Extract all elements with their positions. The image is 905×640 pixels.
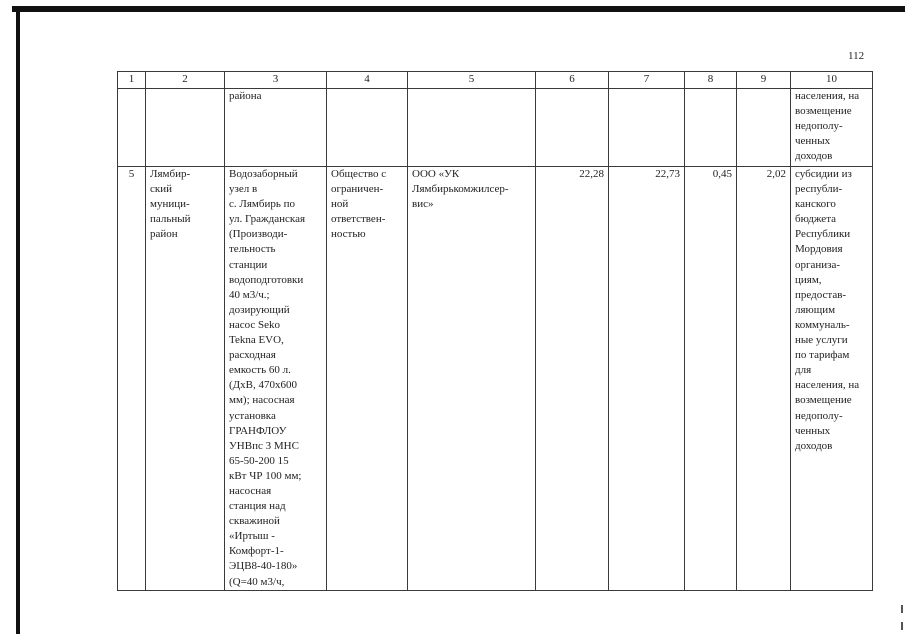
header-cell: 6 [536, 72, 609, 89]
value-cell-6: 22,28 [536, 167, 609, 591]
table-cell [327, 89, 408, 167]
district-cell: Лямбир- ский муници- пальный район [146, 167, 225, 591]
scan-top-border [12, 6, 905, 12]
header-cell: 7 [609, 72, 685, 89]
scan-left-border [16, 6, 20, 634]
organization-cell: ООО «УК Лямбирькомжилсер- вис» [408, 167, 536, 591]
table-cell [609, 89, 685, 167]
legal-form-cell: Общество с ограничен- ной ответствен- ностью [327, 167, 408, 591]
scan-speck [901, 605, 903, 613]
purpose-cell: субсидии из республи- канского бюджета Республики Мордовия организа- циям, предостав- ляющим коммуналь- ные услуги по тарифам для населения, на возмещение недополу- ченных доходов [791, 167, 873, 591]
table-cell [146, 89, 225, 167]
table-cell [536, 89, 609, 167]
row-number-cell: 5 [118, 167, 146, 591]
value-cell-8: 0,45 [685, 167, 737, 591]
value-cell-7: 22,73 [609, 167, 685, 591]
scan-speck [901, 622, 903, 630]
table-cell [685, 89, 737, 167]
header-cell: 8 [685, 72, 737, 89]
header-cell: 9 [737, 72, 791, 89]
table-cell [737, 89, 791, 167]
table-cell [118, 89, 146, 167]
page-number: 112 [848, 50, 865, 62]
header-cell: 10 [791, 72, 873, 89]
header-cell: 4 [327, 72, 408, 89]
header-row [118, 72, 873, 89]
header-cell: 2 [146, 72, 225, 89]
table-row-continuation [118, 89, 873, 167]
header-cell: 5 [408, 72, 536, 89]
tariff-table [117, 71, 873, 591]
table-row [118, 167, 873, 591]
object-name-cell: Водозаборный узел в с. Лямбирь по ул. Гражданская (Производи- тельность станции водоподготовки 40 м3/ч.; дозирующий насос Seko Tekna EVO, расходная емкость 60 л. (ДхВ, 470х600 мм); насосная установка ГРАНФЛОУ УНВпс 3 МНС 65-50-200 15 кВт ЧР 100 мм; насосная станция над скважиной «Иртыш - Комфорт-1- ЭЦВ8-40-180» (Q=40 м3/ч, [225, 167, 327, 591]
table-cell [408, 89, 536, 167]
header-cell: 1 [118, 72, 146, 89]
object-name-cell: района [225, 89, 327, 167]
purpose-cell: населения, на возмещение недополу- ченных доходов [791, 89, 873, 167]
value-cell-9: 2,02 [737, 167, 791, 591]
header-cell: 3 [225, 72, 327, 89]
